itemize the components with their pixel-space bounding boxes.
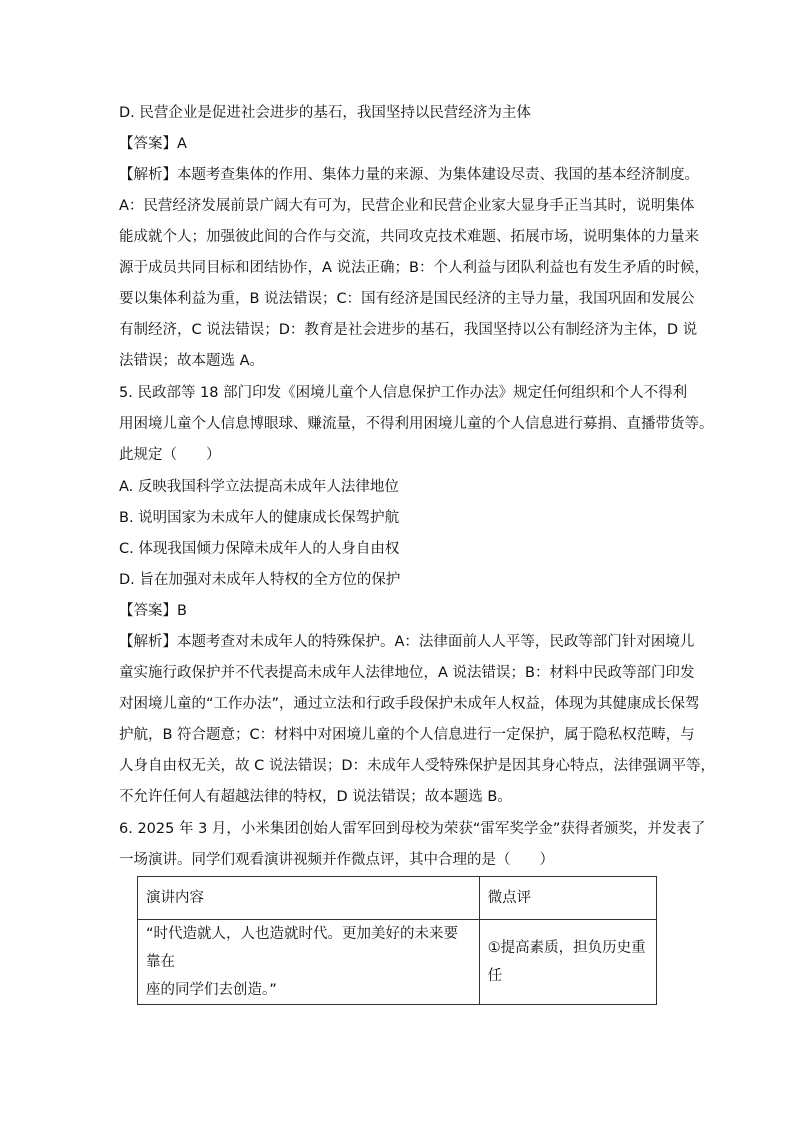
analysis-q5-line: 护航，B 符合题意；C：材料中对困境儿童的个人信息进行一定保护，属于隐私权范畴，与	[119, 727, 695, 743]
option-c-q5: C. 体现我国倾力保障未成年人的人身自由权	[119, 541, 400, 557]
question-5-stem: 5. 民政部等 18 部门印发《困境儿童个人信息保护工作办法》规定任何组织和个人不得利	[119, 385, 688, 401]
question-5-stem: 此规定（ ）	[119, 447, 221, 463]
analysis-q5-line: 人身自由权无关，故 C 说法错误；D：未成年人受特殊保护是因其身心特点，法律强调平等，	[119, 758, 716, 774]
analysis-q4-line: 【解析】本题考查集体的作用、集体力量的来源、为集体建设尽责、我国的基本经济制度。	[119, 167, 699, 183]
analysis-q5-line: 【解析】本题考查对未成年人的特殊保护。A：法律面前人人平等，民政等部门针对困境儿	[119, 634, 695, 650]
question-6-stem: 一场演讲。同学们观看演讲视频并作微点评，其中合理的是（ ）	[119, 852, 554, 868]
analysis-q4-line: 有制经济，C 说法错误；D：教育是社会进步的基石，我国坚持以公有制经济为主体，D 说	[119, 322, 698, 338]
answer-q4: 【答案】A	[119, 136, 187, 152]
question-6-stem: 6. 2025 年 3 月，小米集团创始人雷军回到母校为荣获“雷军奖学金”获得者颁奖，并发表了	[119, 821, 706, 837]
option-a-q5: A. 反映我国科学立法提高未成年人法律地位	[119, 479, 399, 495]
micro-comment-cell: ①提高素质，担负历史重任	[479, 920, 656, 1005]
speech-content-cell	[138, 920, 480, 1005]
analysis-q4-line: 能成就个人；加强彼此间的合作与交流，共同攻克技术难题、拓展市场，说明集体的力量来	[119, 229, 699, 245]
table-row	[138, 920, 657, 1005]
header-speech-content: 演讲内容	[138, 877, 480, 920]
table-header-row	[138, 877, 657, 920]
speech-content-line: 座的同学们去创造。”	[146, 982, 277, 998]
analysis-q5-line: 不允许任何人有超越法律的特权，D 说法错误；故本题选 B。	[119, 789, 512, 805]
option-d-q4: D. 民营企业是促进社会进步的基石，我国坚持以民营经济为主体	[119, 105, 531, 121]
answer-q5: 【答案】B	[119, 603, 187, 619]
analysis-q5-line: 童实施行政保护并不代表提高未成年人法律地位，A 说法错误；B：材料中民政等部门印发	[119, 665, 695, 681]
option-d-q5: D. 旨在加强对未成年人特权的全方位的保护	[119, 572, 401, 588]
analysis-q4-line: 要以集体利益为重，B 说法错误；C：国有经济是国民经济的主导力量，我国巩固和发展公	[119, 291, 695, 307]
analysis-q4-line: 法错误；故本题选 A。	[119, 353, 265, 369]
speech-comment-table	[137, 876, 657, 1005]
question-5-stem: 用困境儿童个人信息博眼球、赚流量，不得利用困境儿童的个人信息进行募捐、直播带货等。	[119, 416, 714, 432]
option-b-q5: B. 说明国家为未成年人的健康成长保驾护航	[119, 510, 400, 526]
analysis-q4-line: A：民营经济发展前景广阔大有可为，民营企业和民营企业家大显身手正当其时，说明集体	[119, 198, 695, 214]
analysis-q4-line: 源于成员共同目标和团结协作，A 说法正确；B：个人利益与团队利益也有发生矛盾的时候，	[119, 260, 709, 276]
header-micro-comment: 微点评	[479, 877, 656, 920]
speech-content-line: “时代造就人，人也造就时代。更加美好的未来要靠在	[146, 926, 459, 970]
analysis-q5-line: 对困境儿童的“工作办法”，通过立法和行政手段保护未成年人权益，体现为其健康成长保驾	[119, 696, 700, 712]
